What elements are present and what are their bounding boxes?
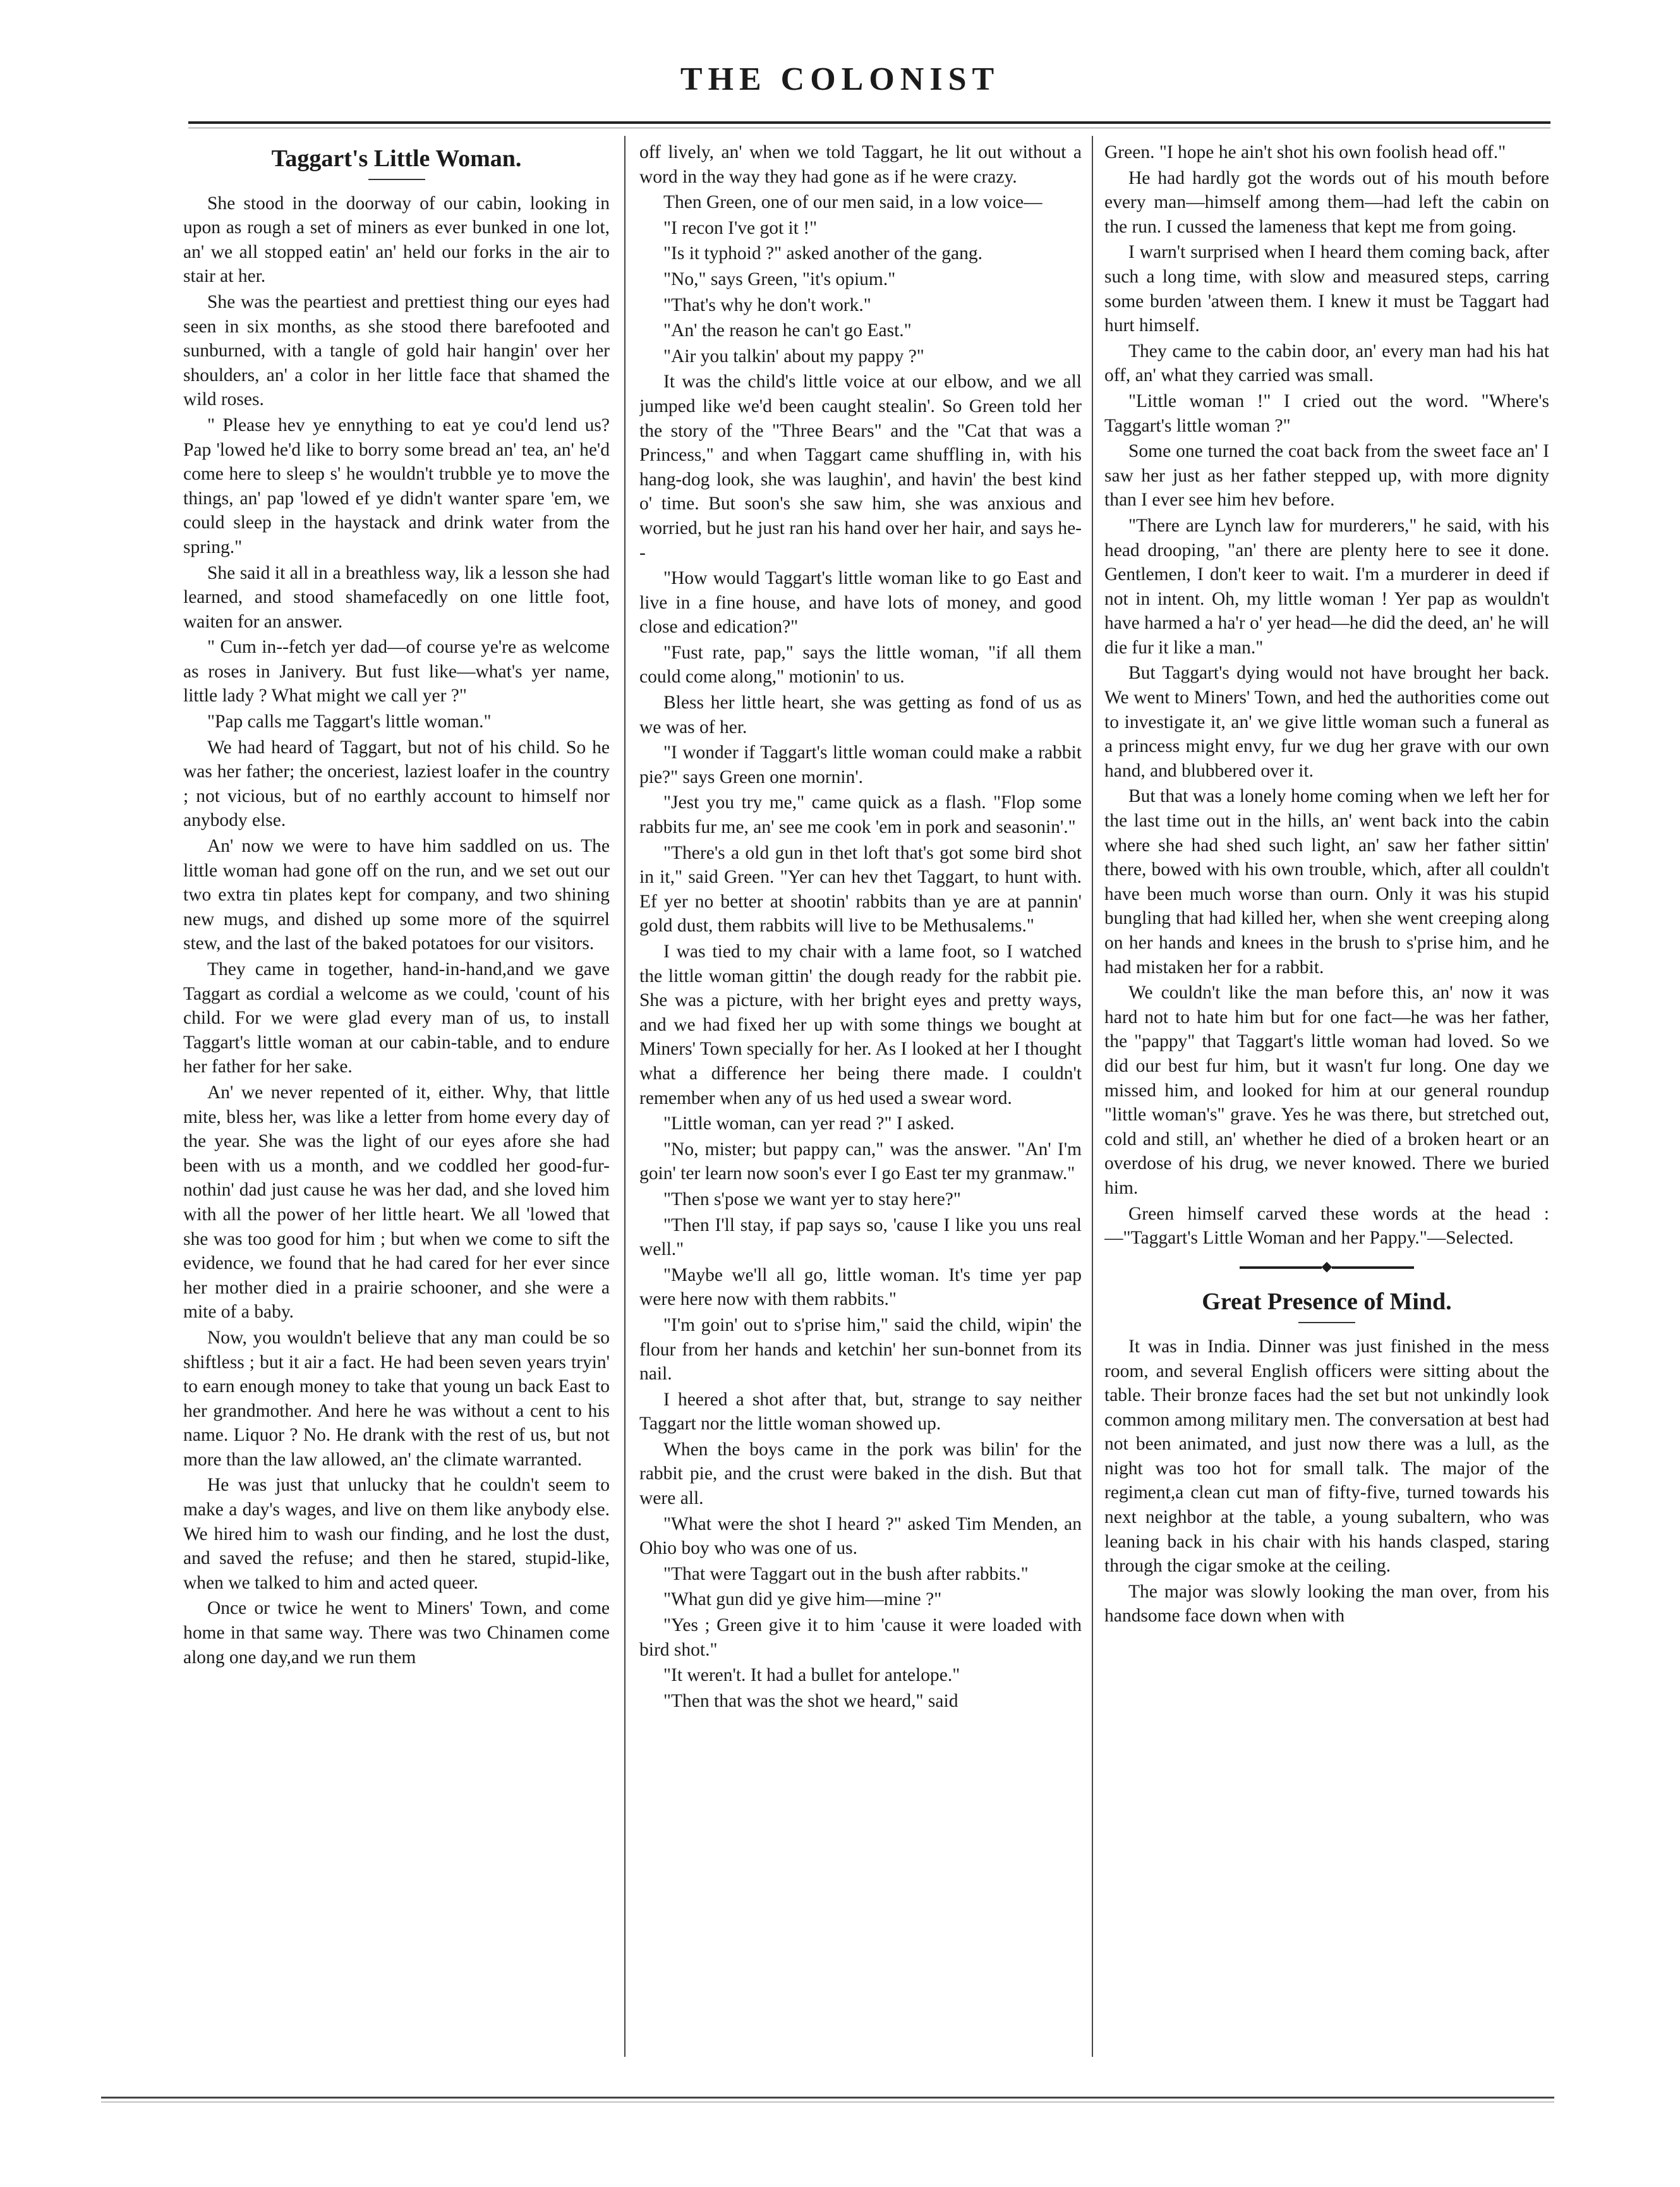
paragraph: Green himself carved these words at the head :—"Taggart's Little Woman and her Pappy."—Selected. <box>1104 1203 1549 1249</box>
paragraph: We couldn't like the man before this, an' now it was hard not to hate him but for one fact—he was her father, the "pappy" that Taggart's little woman had loved. So we did our best fur him, but it wasn't fur long. One day we missed him, and looked for him at our general roundup "little woman's" grave. Yes he was there, but stretched out, cold and still, an' whether he died of a broken heart or an overdose of his drug, we never knowed. There we buried him. <box>1104 983 1549 1198</box>
paragraph: "Then that was the shot we heard," said <box>663 1690 958 1711</box>
paragraph: "Fust rate, pap," says the little woman, "if all them could come along," motionin' to us. <box>639 642 1082 688</box>
title-rule <box>1298 1322 1355 1323</box>
paragraph: Once or twice he went to Miners' Town, and come home in that same way. There was two Chinamen come along one day,and we run them <box>183 1598 610 1668</box>
paragraph: Then Green, one of our men said, in a low voice— <box>663 192 1042 213</box>
paragraph: He was just that unlucky that he couldn't seem to make a day's wages, and live on them like anybody else. We hired him to wash our finding, and he lost the dust, and saved the refuse; and then he stared, stupid-like, when we talked to him and acted queer. <box>183 1475 610 1593</box>
paragraph: She stood in the doorway of our cabin, looking in upon as rough a set of miners as ever bunked in one lot, an' we all stopped eatin' an' held our forks in the air to stair at her. <box>183 193 610 287</box>
paragraph: Green. "I hope he ain't shot his own foolish head off." <box>1104 142 1506 162</box>
paragraph: "I wonder if Taggart's little woman could make a rabbit pie?" says Green one mornin'. <box>639 742 1082 787</box>
paragraph: She was the peartiest and prettiest thing our eyes had seen in six months, as she stood there barefooted and sunburned, with a tangle of gold hair hangin' over her shoulders, an' a color in her little face that shamed the wild roses. <box>183 291 610 410</box>
paragraph: " Please hev ye ennything to eat ye cou'd lend us? Pap 'lowed he'd like to borry some bread an' tea, an' he'd come here to sleep s' he wouldn't trubble ye to move the things, an' pap 'lowed ef ye didn't wanter spare 'em, we could sleep in the haystack and drink water from the spring." <box>183 415 610 557</box>
paragraph: "An' the reason he can't go East." <box>663 320 912 341</box>
masthead: THE COLONIST <box>680 61 1000 97</box>
paragraph: "How would Taggart's little woman like to go East and live in a fine house, and have lots of money, and good close and edication?" <box>639 568 1082 638</box>
paragraph: It was in India. Dinner was just finished in the mess room, and several English officers were sitting about the table. Their bronze faces had the set but not unkindly look common among military men. The conversation at best had not been animated, and just now there was a lull, as the night was too hot for small talk. The major of the regiment,a clean cut man of fifty-five, turned towards his next neighbor at the table, a young subaltern, who was leaning back in his chair with his hands clasped, staring through the cigar smoke at the ceiling. <box>1104 1336 1549 1577</box>
paragraph: "No," says Green, "it's opium." <box>663 269 896 289</box>
paragraph: They came to the cabin door, an' every man had his hat off, an' what they carried was small. <box>1104 341 1549 386</box>
paragraph: We had heard of Taggart, but not of his child. So he was her father; the onceriest, laziest loafer in the country ; not vicious, but of no earthly account to himself nor anybody else. <box>183 737 610 831</box>
paragraph: "No, mister; but pappy can," was the answer. "An' I'm goin' ter learn now soon's ever I go East ter my granmaw." <box>639 1139 1082 1184</box>
paragraph: The major was slowly looking the man over, from his handsome face down when with <box>1104 1581 1549 1627</box>
story-title: Great Presence of Mind. <box>1202 1288 1452 1316</box>
paragraph: When the boys came in the pork was bilin' for the rabbit pie, and the crust were baked in the dish. But that were all. <box>639 1439 1082 1509</box>
paragraph: "There's a old gun in thet loft that's got some bird shot in it," said Green. "Yer can hev thet Taggart, to hunt with. Ef yer no better at shootin' rabbits than ye are at pannin' gold dust, them rabbits will live to be Methusalems." <box>639 842 1082 936</box>
paragraph: "What were the shot I heard ?" asked Tim Menden, an Ohio boy who was one of us. <box>639 1513 1082 1559</box>
section-ornament: ◆ <box>1104 1254 1549 1279</box>
paragraph: I heered a shot after that, but, strange to say neither Taggart nor the little woman showed up. <box>639 1389 1082 1434</box>
footer-rule <box>101 2097 1554 2099</box>
paragraph: " Cum in--fetch yer dad—of course ye're as welcome as roses in Janivery. But fust like—what's yer name, little lady ? What might we call yer ?" <box>183 637 610 706</box>
paragraph: "There are Lynch law for murderers," he said, with his head drooping, "an' there are plenty here to see it done. Gentlemen, I don't keer to wait. I'm a murderer in deed if not in intent. Oh, my little woman ! Yer pap as wouldn't have harmed a ha'r o' yer head—he did the deed, an' he will die fur it like a man." <box>1104 515 1549 658</box>
paragraph: It was the child's little voice at our elbow, and we all jumped like we'd been caught stealin'. So Green told her the story of the "Three Bears" and the "Cat that was a Princess," and when Taggart came shuffling in, with his hang-dog look, she was laughin', and havin' the best kind o' time. But soon's she saw him, she was anxious and worried, but he just ran his hand over her hair, and says he-- <box>639 372 1082 563</box>
paragraph: I warn't surprised when I heard them coming back, after such a long time, with slow and measured steps, carring some burden 'atween them. I knew it must be Taggart had hurt himself. <box>1104 242 1549 336</box>
column-2 <box>639 140 1082 2049</box>
story-title: Taggart's Little Woman. <box>271 145 522 172</box>
paragraph: An' we never repented of it, either. Why, that little mite, bless her, was like a letter from home every day of the year. She was the light of our eyes afore she had been with us a month, and we coddled her good-fur-nothin' dad just cause he was her dad, and she loved him with all the power of her little heart. We all 'lowed that she was too good for him ; but when we come to sift the evidence, we found that he had cared for her ever since her mother died in a prairie schooner, and she were a mite of a baby. <box>183 1082 610 1323</box>
paragraph: Now, you wouldn't believe that any man could be so shiftless ; but it air a fact. He had been seven years tryin' to earn enough money to take that young un back East to her grandmother. And here he was without a cent to his name. Liquor ? No. He drank with the rest of us, but not more than the law allowed, an' the climate warranted. <box>183 1327 610 1470</box>
paragraph: "Little woman, can yer read ?" I asked. <box>663 1113 955 1134</box>
paragraph: "Then s'pose we want yer to stay here?" <box>663 1189 961 1209</box>
column-divider <box>624 136 625 2057</box>
paragraph: "Little woman !" I cried out the word. "Where's Taggart's little woman ?" <box>1104 391 1549 436</box>
paragraph: "That's why he don't work." <box>663 294 871 315</box>
paragraph: Some one turned the coat back from the sweet face an' I saw her just as her father stepped up, with more dignity than I ever see him hev before. <box>1104 441 1549 511</box>
paragraph: "Pap calls me Taggart's little woman." <box>207 712 492 732</box>
paragraph: "I'm goin' out to s'prise him," said the child, wipin' the flour from her hands and ketchin' her sun-bonnet from its nail. <box>639 1314 1082 1384</box>
paragraph: "Yes ; Green give it to him 'cause it were loaded with bird shot." <box>639 1615 1082 1660</box>
paragraph: "Then I'll stay, if pap says so, 'cause I like you uns real well." <box>639 1215 1082 1260</box>
paragraph: "It weren't. It had a bullet for antelope." <box>663 1665 960 1686</box>
paragraph: She said it all in a breathless way, lik a lesson she had learned, and stood shamefacedly on one little foot, waiten for an answer. <box>183 562 610 632</box>
paragraph: "What gun did ye give him—mine ?" <box>663 1589 942 1610</box>
paragraph: But Taggart's dying would not have brought her back. We went to Miners' Town, and hed the authorities come out to investigate it, an' we give little woman such a funeral as a princess might envy, fur we dug her grave with our own hand, and blubbered over it. <box>1104 663 1549 781</box>
masthead-rule <box>188 121 1550 124</box>
paragraph: off lively, an' when we told Taggart, he lit out without a word in the way they had gone as if he were crazy. <box>639 142 1082 187</box>
paragraph: "Jest you try me," came quick as a flash. "Flop some rabbits fur me, an' see me cook 'em in pork and seasonin'." <box>639 792 1082 838</box>
column-divider <box>1092 136 1093 2057</box>
title-rule <box>368 179 425 180</box>
paragraph: "Air you talkin' about my pappy ?" <box>663 346 924 367</box>
paragraph: An' now we were to have him saddled on us. The little woman had gone off on the run, and we set out our two extra tin plates kept for company, and two shining new mugs, and dished up some more of the squirrel stew, and the last of the baked potatoes for our visitors. <box>183 836 610 954</box>
paragraph: "I recon I've got it !" <box>663 217 818 238</box>
paragraph: They came in together, hand-in-hand,and we gave Taggart as cordial a welcome as we could, 'count of his child. For we were glad every man of us, to install Taggart's little woman at our cabin-table, and to endure her father for her sake. <box>183 959 610 1077</box>
column-1 <box>183 140 610 2049</box>
paragraph: "That were Taggart out in the bush after rabbits." <box>663 1563 1029 1584</box>
paragraph: I was tied to my chair with a lame foot, so I watched the little woman gittin' the dough ready for the rabbit pie. She was a picture, with her bright eyes and pretty ways, and we had fixed her up with some things we bought at Miners' Town specially for her. As I looked at her I thought what a difference her being there made. I couldn't remember when any of us hed used a swear word. <box>639 942 1082 1108</box>
paragraph: He had hardly got the words out of his mouth before every man—himself among them—had left the cabin on the run. I cussed the lameness that kept me from going. <box>1104 167 1549 237</box>
paragraph: "Is it typhoid ?" asked another of the gang. <box>663 243 982 264</box>
paragraph: Bless her little heart, she was getting as fond of us as we was of her. <box>639 693 1082 737</box>
paragraph: But that was a lonely home coming when we left her for the last time out in the hills, an' went back into the cabin where she had shed such light, an' saw her father sittin' there, bowed with his own trouble, which, after all couldn't have been much worse than ourn. Only it was his stupid bungling that had killed her, when she went creeping along on her hands and knees in the brush to s'prise him, and he had mistaken her for a rabbit. <box>1104 786 1549 978</box>
column-3 <box>1104 140 1549 2049</box>
paragraph: "Maybe we'll all go, little woman. It's time yer pap were here now with them rabbits." <box>639 1264 1082 1310</box>
